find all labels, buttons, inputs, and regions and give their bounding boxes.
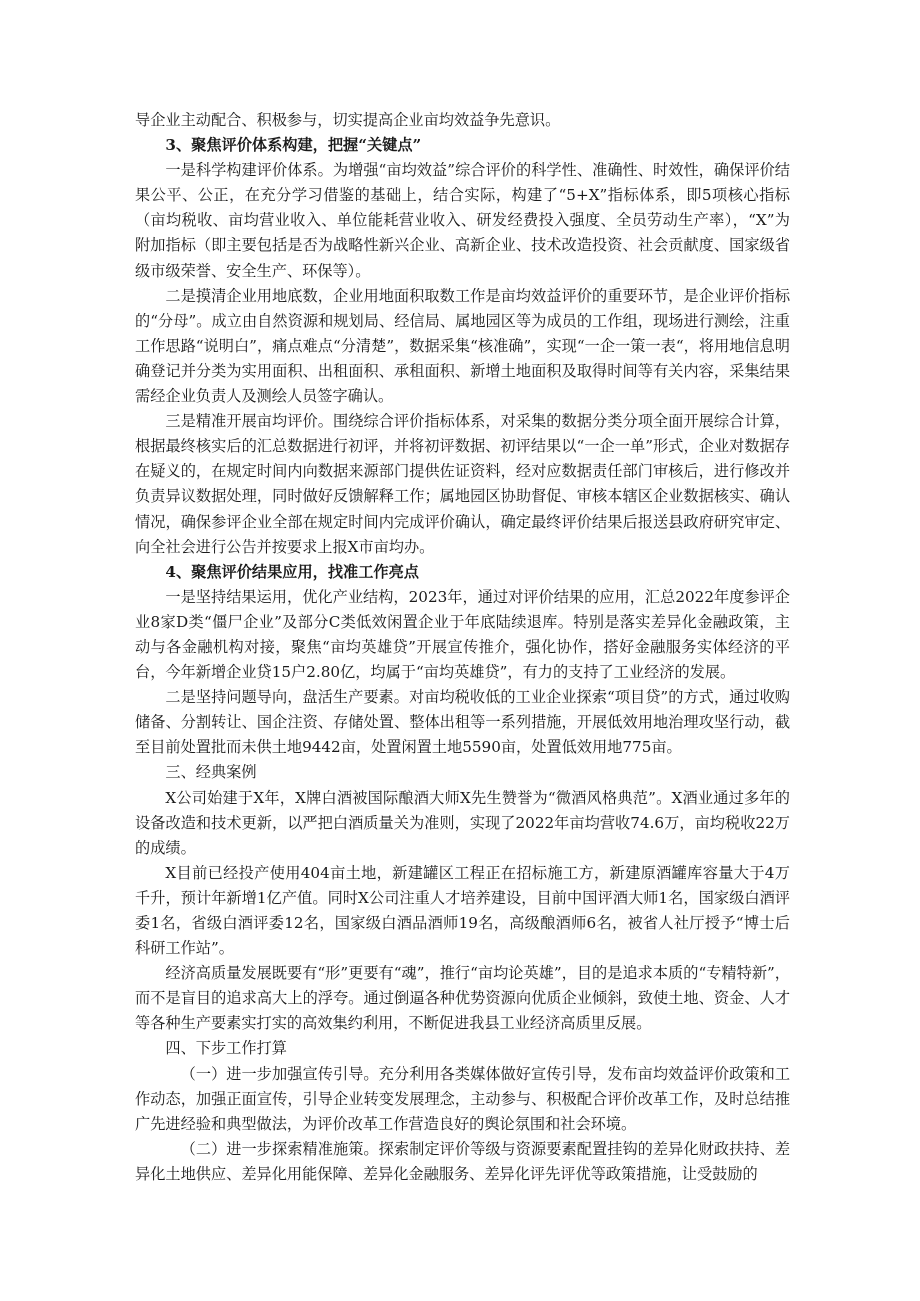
section-heading-next-steps: 四、下步工作打算 xyxy=(165,1039,287,1058)
paragraph-high-quality-development: 经济高质量发展既要有“形”更要有“魂”，推行“亩均论英雄”，目的是追求本质的“专精特新”，而不是盲目的追求高大上的浮夸。通过倒逼各种优势资源向优质企业倾斜，致使土地、资金、人才等各种生产要素实打实的高效集约利用，不断促进我县工业经济高质里反展。 xyxy=(135,964,790,1033)
paragraph-continuation: 导企业主动配合、积极参与，切实提高企业亩均效益争先意识。 xyxy=(135,111,561,129)
paragraph-company-intro: X公司始建于X年，X牌白酒被国际酿酒大师X先生赞誉为“微酒风格典范”。X酒业通过多年的设备改造和技术更新，以严把白酒质量关为准则，实现了2022年亩均营收74.6万，亩均税收22万的成绩。 xyxy=(135,788,790,857)
document-body xyxy=(135,108,790,1187)
paragraph-precise-evaluation: 三是精准开展亩均评价。围绕综合评价指标体系，对采集的数据分类分项全面开展综合计算，根据最终核实后的汇总数据进行初评，并将初评数据、初评结果以“一企一单”形式，企业对数据存在疑义的，在规定时间内向数据来源部门提供佐证资料，经对应数据责任部门审核后，进行修改并负责异议数据处理，同时做好反馈解释工作；属地园区协助督促、审核本辖区企业数据核实、确认情况，确保参评企业全部在规定时间内完成评价确认，确定最终评价结果后报送县政府研究审定、向全社会进行公告并按要求上报X市亩均办。 xyxy=(135,412,790,556)
section-heading-3: 3、聚焦评价体系构建，把握“关键点” xyxy=(165,136,422,155)
section-heading-classic-case: 三、经典案例 xyxy=(165,763,257,782)
paragraph-precise-measures: （二）进一步探索精准施策。探索制定评价等级与资源要素配置挂钩的差异化财政扶持、差异化土地供应、差异化用能保障、差异化金融服务、差异化评先评优等政策措施，让受鼓励的 xyxy=(135,1139,790,1183)
paragraph-evaluation-system: 一是科学构建评价体系。为增强“亩均效益”综合评价的科学性、准确性、时效性，确保评价结果公平、公正，在充分学习借鉴的基础上，结合实际，构建了“5+X”指标体系，即5项核心指标（亩均税收、亩均营业收入、单位能耗营业收入、研发经费投入强度、全员劳动生产率），“X”为附加指标（即主要包括是否为战略性新兴企业、高新企业、技术改造投资、社会贡献度、国家级省级市级荣誉、安全生产、环保等）。 xyxy=(135,161,790,280)
paragraph-land-survey: 二是摸清企业用地底数，企业用地面积取数工作是亩均效益评价的重要环节，是企业评价指标的“分母”。成立由自然资源和规划局、经信局、属地园区等为成员的工作组，现场进行测绘，注重工作思路“说明白”，痛点难点“分清楚”，数据采集“核准确”，实现“一企一策一表“，将用地信息明确登记并分类为实用面积、出租面积、承租面积、新增土地面积及取得时间等有关内容，采集结果需经企业负责人及测绘人员签字确认。 xyxy=(135,286,790,406)
section-heading-4: 4、聚焦评价结果应用，找准工作亮点 xyxy=(165,562,419,581)
paragraph-problem-oriented: 二是坚持问题导向，盘活生产要素。对亩均税收低的工业企业探索“项目贷”的方式，通过收购储备、分割转让、国企注资、存储处置、整体出租等一系列措施，开展低效用地治理攻坚行动，截至目前处置批而未供土地9442亩，处置闲置土地5590亩，处置低效用地775亩。 xyxy=(135,688,790,757)
paragraph-company-land: X目前已经投产使用404亩土地，新建罐区工程正在招标施工方，新建原酒罐库容量大于4万千升，预计年新增1亿产值。同时X公司注重人才培养建设，目前中国评酒大师1名，国家级白酒评委1名，省级白酒评委12名，国家级白酒品酒师19名，高级酿酒师6名，被省人社厅授予“博士后科研工作站”。 xyxy=(135,863,790,958)
paragraph-result-application: 一是坚持结果运用，优化产业结构，2023年，通过对评价结果的应用，汇总2022年度参评企业8家D类“僵尸企业”及部分C类低效闲置企业于年底陆续退库。特别是落实差异化金融政策，主动与各金融机构对接，聚焦“亩均英雄贷”开展宣传推介，强化协作，搭好金融服务实体经济的平台，今年新增企业贷15户2.80亿，均属于“亩均英雄贷”，有力的支持了工业经济的发展。 xyxy=(135,587,790,682)
paragraph-publicity: （一）进一步加强宣传引导。充分利用各类媒体做好宣传引导，发布亩均效益评价政策和工作动态，加强正面宣传，引导企业转变发展理念，主动参与、积极配合评价改革工作，及时总结推广先进经验和典型做法，为评价改革工作营造良好的舆论氛围和社会环境。 xyxy=(135,1064,790,1133)
